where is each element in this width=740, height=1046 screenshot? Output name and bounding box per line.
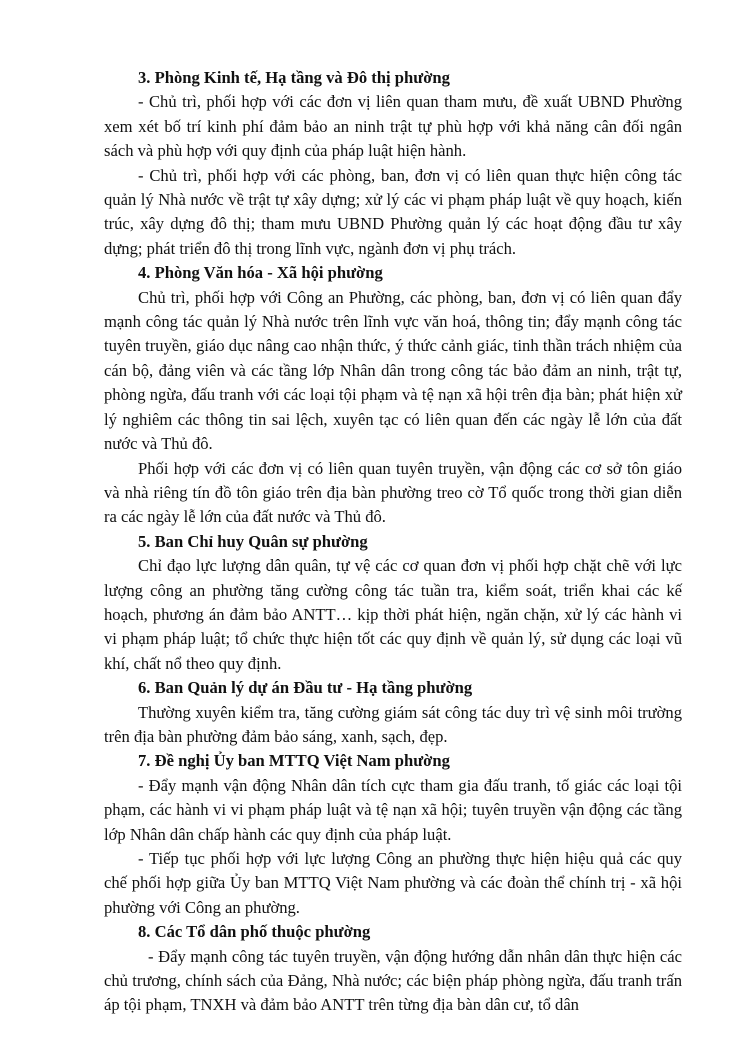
document-page xyxy=(104,66,682,1018)
paragraph: Chủ trì, phối hợp với Công an Phường, các phòng, ban, đơn vị có liên quan đẩy mạnh công tác quản lý Nhà nước trên lĩnh vực văn hoá, thông tin; đẩy mạnh công tác tuyên truyền, giáo dục nâng cao nhận thức, ý thức cảnh giác, tinh thần trách nhiệm của cán bộ, đảng viên và các tầng lớp Nhân dân trong công tác bảo đảm an ninh, trật tự, phòng ngừa, đấu tranh với các loại tội phạm và tệ nạn xã hội trên địa bàn; phát hiện xử lý nghiêm các thông tin sai lệch, xuyên tạc có liên quan đến các ngày lễ lớn của đất nước và Thủ đô. xyxy=(104,287,682,454)
section-heading: 6. Ban Quản lý dự án Đầu tư - Hạ tầng phường xyxy=(138,678,473,698)
section-heading: 5. Ban Chỉ huy Quân sự phường xyxy=(138,531,368,551)
section-culture-society xyxy=(104,261,682,529)
section-military-command xyxy=(104,530,682,676)
section-heading: 7. Đề nghị Ủy ban MTTQ Việt Nam phường xyxy=(138,751,450,771)
section-project-management xyxy=(104,676,682,749)
section-residential-groups xyxy=(104,920,682,1018)
paragraph: - Đẩy mạnh công tác tuyên truyền, vận động hướng dẫn nhân dân thực hiện các chủ trương, chính sách của Đảng, Nhà nước; các biện pháp phòng ngừa, đấu tranh trấn áp tội phạm, TNXH và đảm bảo ANTT trên từng địa bàn dân cư, tổ dân xyxy=(104,946,682,1015)
paragraph: - Chủ trì, phối hợp với các phòng, ban, đơn vị có liên quan thực hiện công tác quản lý Nhà nước về trật tự xây dựng; xử lý các vi phạm pháp luật về quy hoạch, kiến trúc, xây dựng đô thị; tham mưu UBND Phường quản lý các hoạt động đầu tư xây dựng; phát triển đô thị trong lĩnh vực, ngành đơn vị phụ trách. xyxy=(104,165,682,258)
paragraph: Phối hợp với các đơn vị có liên quan tuyên truyền, vận động các cơ sở tôn giáo và nhà riêng tín đồ tôn giáo trên địa bàn phường treo cờ Tổ quốc trong thời gian diễn ra các ngày lễ lớn của đất nước và Thủ đô. xyxy=(104,458,682,527)
paragraph: - Tiếp tục phối hợp với lực lượng Công an phường thực hiện hiệu quả các quy chế phối hợp giữa Ủy ban MTTQ Việt Nam phường và các đoàn thể chính trị - xã hội phường với Công an phường. xyxy=(104,849,682,917)
paragraph: - Chủ trì, phối hợp với các đơn vị liên quan tham mưu, đề xuất UBND Phường xem xét bố trí kinh phí đảm bảo an ninh trật tự phù hợp với khả năng cân đối ngân sách và phù hợp với quy định của pháp luật hiện hành. xyxy=(104,92,682,161)
paragraph: Thường xuyên kiểm tra, tăng cường giám sát công tác duy trì vệ sinh môi trường trên địa bàn phường đảm bảo sáng, xanh, sạch, đẹp. xyxy=(104,702,682,746)
paragraph: - Đẩy mạnh vận động Nhân dân tích cực tham gia đấu tranh, tố giác các loại tội phạm, các hành vi vi phạm pháp luật và tệ nạn xã hội; tuyên truyền vận động các tầng lớp Nhân dân chấp hành các quy định của pháp luật. xyxy=(104,775,682,844)
paragraph: Chỉ đạo lực lượng dân quân, tự vệ các cơ quan đơn vị phối hợp chặt chẽ với lực lượng công an phường tăng cường công tác tuần tra, kiểm soát, triển khai các kế hoạch, phương án đảm bảo ANTT… kịp thời phát hiện, ngăn chặn, xử lý các hành vi vi phạm pháp luật; tổ chức thực hiện tốt các quy định về quản lý, sử dụng các loại vũ khí, chất nổ theo quy định. xyxy=(104,556,682,673)
section-heading: 4. Phòng Văn hóa - Xã hội phường xyxy=(138,263,383,283)
section-heading: 8. Các Tổ dân phố thuộc phường xyxy=(138,922,371,942)
section-heading: 3. Phòng Kinh tế, Hạ tầng và Đô thị phường xyxy=(138,68,450,87)
section-economy-infrastructure xyxy=(104,66,682,261)
section-fatherland-front xyxy=(104,749,682,920)
